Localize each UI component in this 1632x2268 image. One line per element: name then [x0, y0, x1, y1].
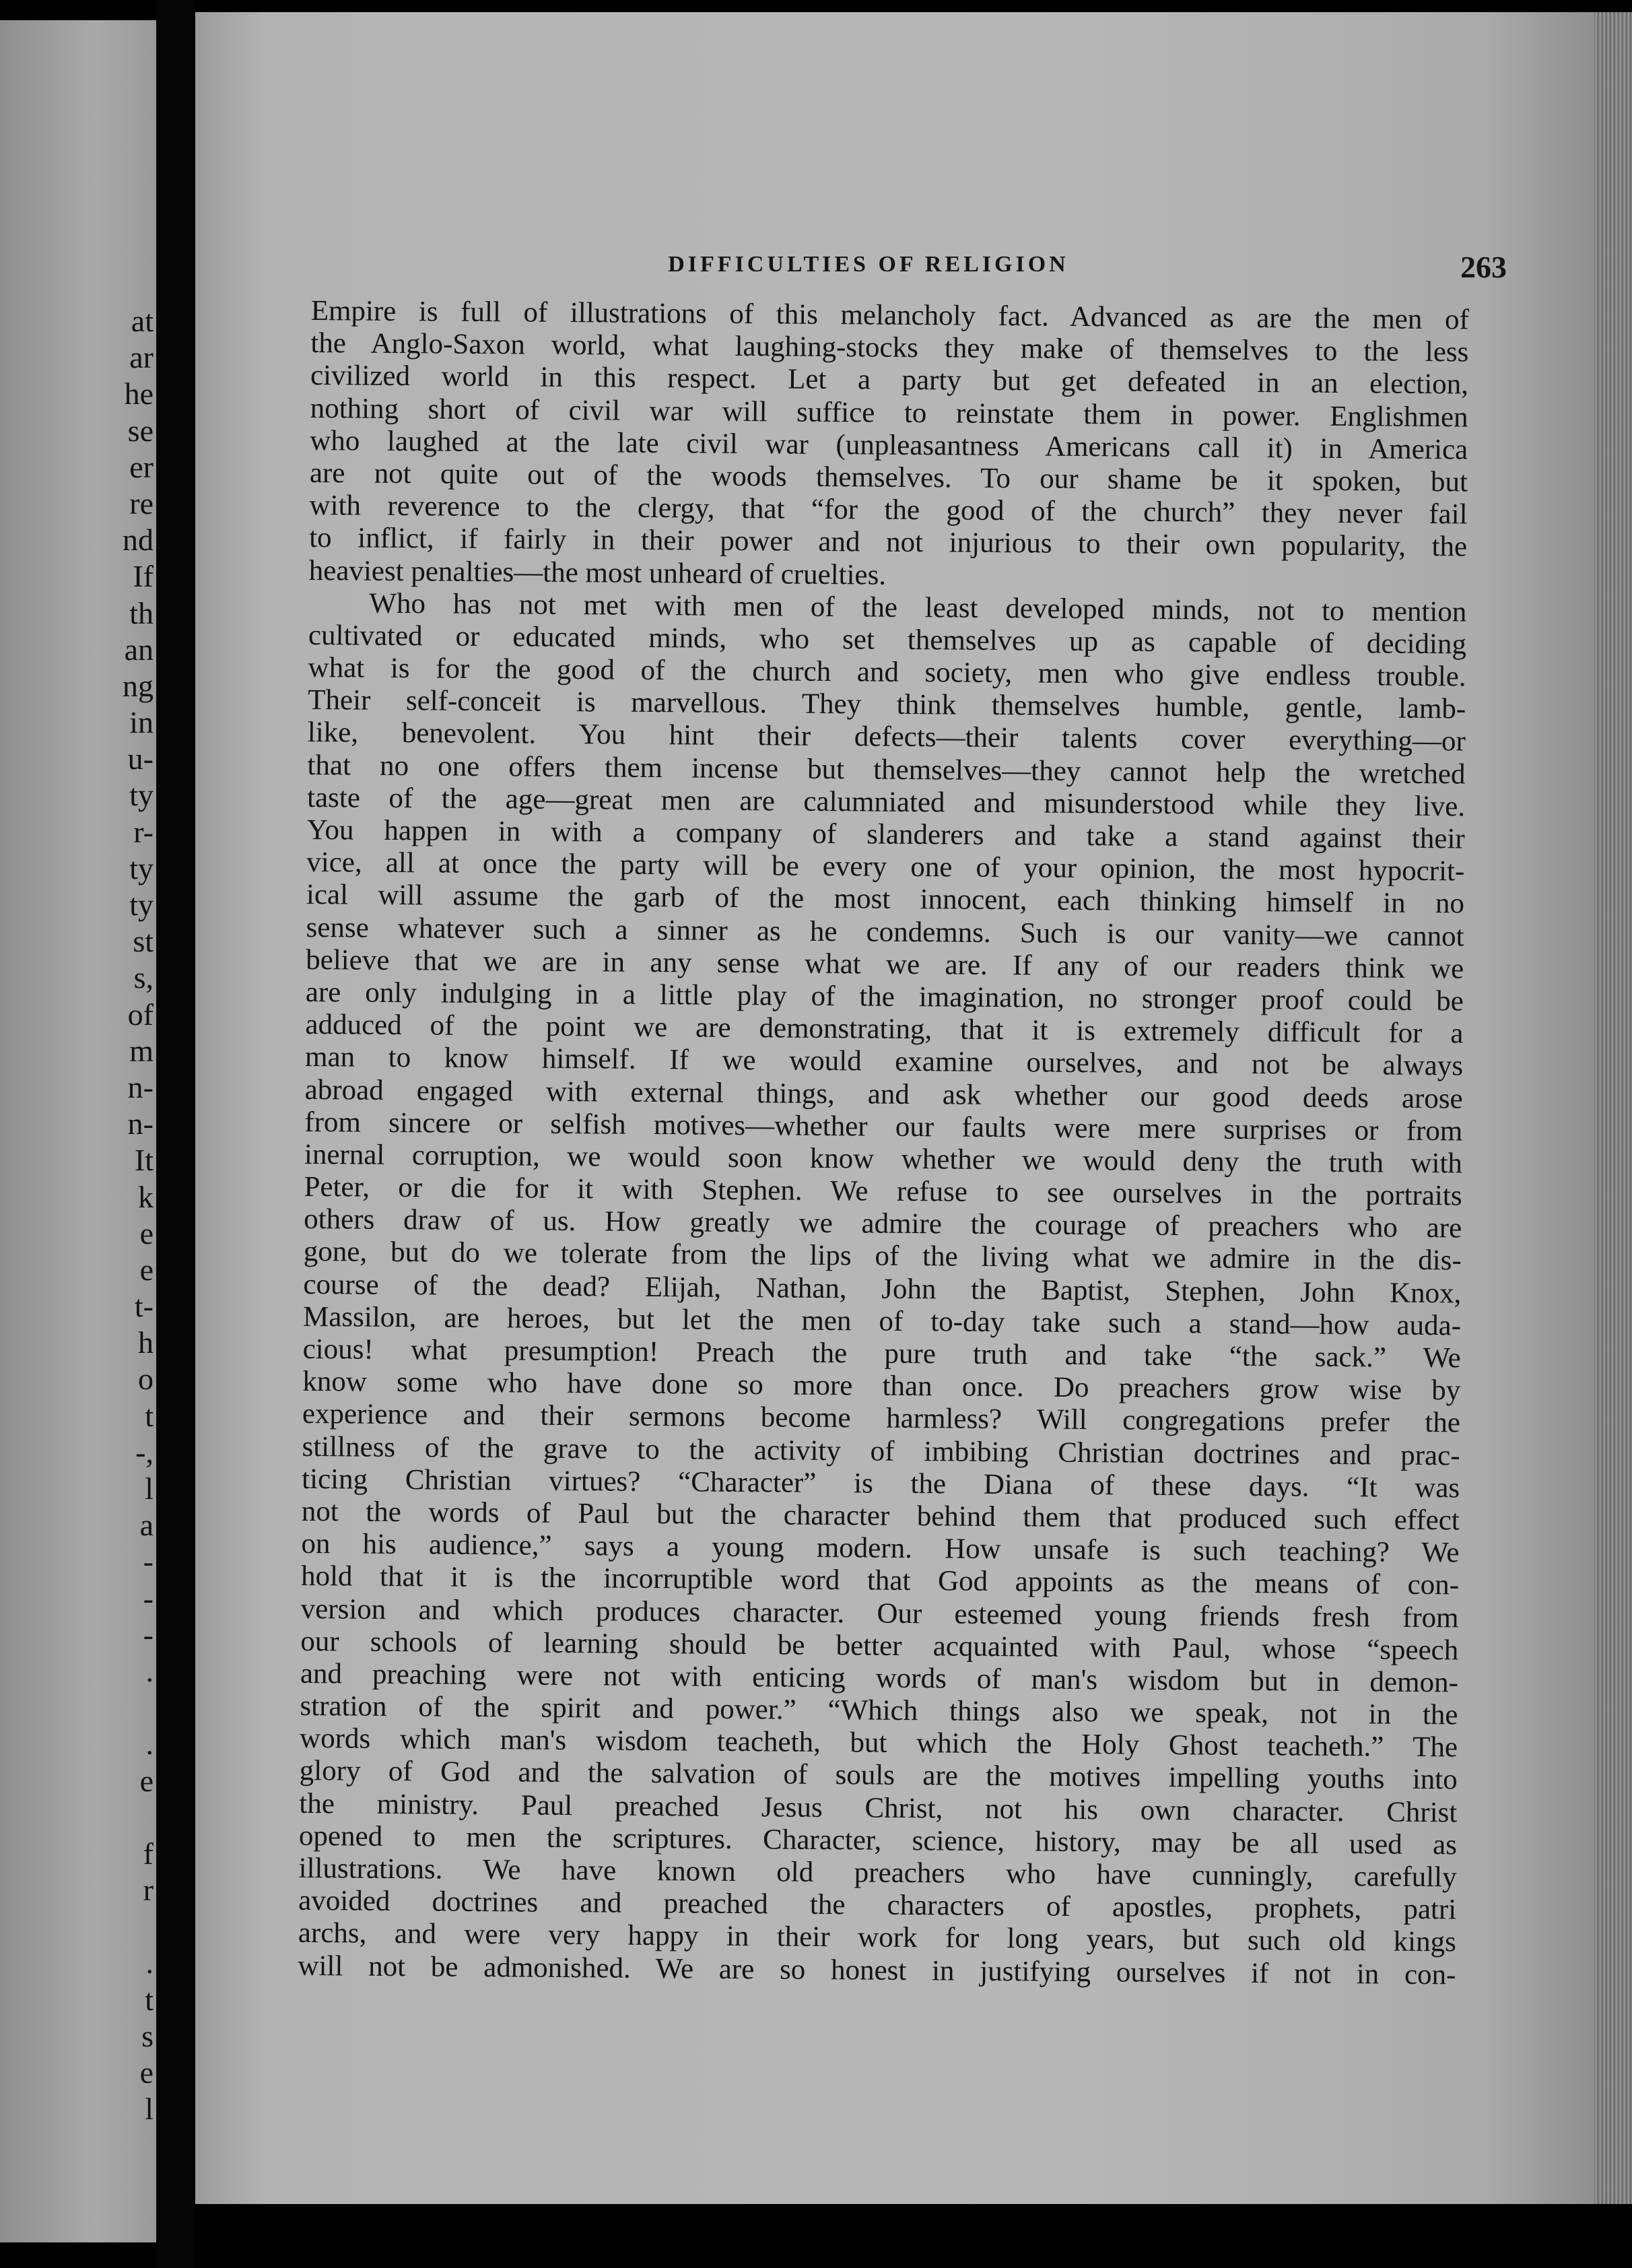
left-fragment-line: u- [127, 741, 154, 776]
left-fragment-line: st [133, 924, 154, 959]
left-fragment-line: r- [133, 814, 154, 849]
text-line: stration of the spirit and power.” “Which things also we speak, not in the [300, 1690, 1458, 1731]
text-line: with reverence to the clergy, that “for the good of the church” they never fail [309, 490, 1468, 531]
text-line: others draw of us. How greatly we admire the courage of preachers who are [304, 1203, 1462, 1244]
left-fragment-line: n- [127, 1069, 154, 1104]
left-fragment-line: th [129, 595, 154, 630]
text-line: Their self-conceit is marvellous. They think themselves humble, gentle, lamb- [308, 684, 1466, 725]
text-line: who laughed at the late civil war (unpleasantness Americans call it) in America [310, 424, 1468, 466]
left-fragment-line: ty [129, 888, 154, 922]
left-fragment-line: re [129, 486, 154, 521]
left-fragment-line: e [139, 1215, 154, 1250]
text-line: ical will assume the garb of the most innocent, each thinking himself in no [306, 879, 1465, 920]
left-fragment-line: m [129, 1033, 154, 1068]
left-fragment-line: ng [123, 668, 154, 703]
text-line: stillness of the grave to the activity of imbibing Christian doctrines and prac- [302, 1430, 1460, 1472]
text-line: sense whatever such a sinner as he condemns. Such is our vanity—we cannot [306, 911, 1464, 953]
text-line: the ministry. Paul preached Jesus Christ, not his own character. Christ [299, 1787, 1458, 1829]
text-line: are only indulging in a little play of the imagination, no stronger proof could be [305, 976, 1464, 1018]
left-fragment-line: an [124, 632, 154, 667]
left-fragment-line: he [124, 376, 154, 411]
text-line: the Anglo-Saxon world, what laughing-stocks they make of themselves to the less [310, 327, 1469, 368]
running-head: DIFFICULTIES OF RELIGION [668, 252, 1069, 277]
text-line: to inflict, if fairly in their power and not injurious to their own popularity, the [308, 522, 1468, 563]
text-line: inernal corruption, we would soon know whether we would deny the truth with [304, 1138, 1463, 1180]
left-fragment-line: r [143, 1873, 154, 1908]
left-fragment-line [5, 1908, 154, 1945]
left-fragment-line: o [138, 1362, 154, 1397]
text-line: Who has not met with men of the least developed minds, not to mention [369, 587, 1467, 628]
left-fragment-line: . [145, 1653, 154, 1688]
text-line: words which man's wisdom teacheth, but which the Holy Ghost teacheth.” The [299, 1723, 1458, 1764]
text-line: ticing Christian virtues? “Character” is the Diana of these days. “It was [302, 1463, 1460, 1504]
text-line: abroad engaged with external things, and ask whether our good deeds arose [304, 1073, 1463, 1114]
text-line: heaviest penalties—the most unheard of cruelties. [308, 554, 887, 591]
text-line: cultivated or educated minds, who set themselves up as capable of deciding [308, 619, 1467, 661]
text-line: glory of God and the salvation of souls are the motives impelling youths into [299, 1755, 1458, 1796]
text-line: vice, all at once the party will be every one of your opinion, the most hypocrit- [306, 846, 1465, 888]
left-fragment-line: - [143, 1544, 154, 1579]
left-fragment-line: e [139, 2055, 154, 2090]
left-fragment-line [5, 2164, 154, 2201]
text-line: course of the dead? Elijah, Nathan, John the Baptist, Stephen, John Knox, [303, 1268, 1462, 1310]
text-line: nothing short of civil war will suffice to reinstate them in power. Englishmen [310, 392, 1468, 434]
text-line: adduced of the point we are demonstrating, that it is extremely difficult for a [305, 1009, 1464, 1050]
left-fragment-line: -, [135, 1434, 154, 1469]
text-line: believe that we are in any sense what we are. If any of our readers think we [306, 943, 1464, 985]
left-fragment-line: nd [123, 523, 154, 558]
page-edges [1594, 12, 1632, 2204]
left-fragment-line: k [138, 1179, 154, 1214]
text-line: civilized world in this respect. Let a party but get defeated in an election, [310, 360, 1469, 401]
left-fragment-line: s [141, 2018, 154, 2053]
left-fragment-line: ty [129, 850, 154, 886]
left-page-fragment [0, 20, 156, 2242]
left-fragment-line: e [139, 1763, 154, 1798]
body-text [298, 295, 1469, 1991]
text-line: hold that it is the incorruptible word that God appoints as the means of con- [300, 1560, 1460, 1601]
text-line: Peter, or die for it with Stephen. We refuse to see ourselves in the portraits [304, 1171, 1462, 1212]
left-fragment-line: l [145, 2092, 154, 2127]
left-fragment-line: of [127, 997, 154, 1032]
text-line: opened to men the scriptures. Character, science, history, may be all used as [298, 1820, 1458, 1861]
text-line: illustrations. We have known old preachers who have cunningly, carefully [298, 1852, 1457, 1894]
text-line: cious! what presumption! Preach the pure truth and take “the sack.” We [302, 1333, 1461, 1374]
left-fragment-line: in [129, 705, 154, 740]
text-line: Empire is full of illustrations of this melancholy fact. Advanced as are the men of [310, 295, 1469, 336]
text-line: on his audience,” says a young modern. How unsafe is such teaching? We [301, 1528, 1460, 1569]
text-line: not the words of Paul but the character behind them that produced such effect [301, 1495, 1460, 1537]
left-fragment-line: l [145, 1471, 154, 1506]
text-line: taste of the age—great men are calumniated and misunderstood while they live. [306, 781, 1466, 823]
text-line: You happen in with a company of slanderers and take a stand against their [306, 813, 1465, 855]
page-number: 263 [1460, 250, 1507, 284]
left-fragment-line: s, [133, 960, 154, 995]
left-fragment-line [5, 2127, 154, 2164]
text-line: and preaching were not with enticing words of man's wisdom but in demon- [300, 1657, 1459, 1699]
left-fragment-line: . [145, 1945, 154, 1980]
left-fragment-line: ty [129, 778, 154, 813]
text-line: version and which produces character. Our esteemed young friends fresh from [300, 1593, 1459, 1634]
left-fragment-line: h [138, 1325, 154, 1360]
left-fragment-line: se [127, 413, 154, 448]
left-fragment-line: - [143, 1580, 154, 1615]
text-line: archs, and were very happy in their work for long years, but such old kings [298, 1917, 1457, 1958]
text-line: what is for the good of the church and society, men who give endless trouble. [308, 652, 1466, 693]
left-fragment-line: a [139, 1508, 154, 1543]
left-fragment-line: t- [134, 1289, 154, 1324]
left-fragment-line: e [139, 1252, 154, 1287]
text-line: like, benevolent. You hint their defects—their talents cover everything—or [307, 716, 1466, 758]
text-line: man to know himself. If we would examine ourselves, and not be always [304, 1041, 1464, 1082]
text-line: from sincere or selfish motives—whether our faults were mere surprises or from [304, 1106, 1463, 1147]
left-fragment-line: f [143, 1836, 154, 1871]
left-fragment-line: - [143, 1617, 154, 1652]
text-line: our schools of learning should be better acquainted with Paul, whose “speech [300, 1625, 1459, 1667]
left-fragment-line: at [131, 304, 154, 338]
book-gutter [156, 0, 195, 2268]
left-fragment-line [5, 1799, 154, 1836]
left-fragment-line: er [129, 449, 154, 484]
left-fragment-line: ar [129, 340, 154, 375]
text-line: that no one offers them incense but themselves—they cannot help the wretched [307, 749, 1466, 791]
left-page-text-fragments [5, 303, 154, 2201]
text-line: Massilon, are heroes, but let the men of to-day take such a stand—how auda- [302, 1300, 1462, 1342]
text-line: know some who have done so more than once. Do preachers grow wise by [302, 1366, 1461, 1407]
text-line: avoided doctrines and preached the characters of apostles, prophets, patri [298, 1885, 1457, 1926]
left-fragment-line [5, 1690, 154, 1726]
left-fragment-line: t [145, 1982, 154, 2017]
left-fragment-line: If [133, 559, 154, 594]
left-fragment-line: It [134, 1143, 154, 1178]
text-line: gone, but do we tolerate from the lips of the living what we admire in the dis- [303, 1236, 1462, 1277]
left-fragment-line: t [145, 1398, 154, 1433]
left-fragment-line: n- [127, 1106, 154, 1141]
left-fragment-line: . [145, 1727, 154, 1762]
text-line: experience and their sermons become harmless? Will congregations prefer the [302, 1398, 1461, 1439]
text-line: will not be admonished. We are so honest in justifying ourselves if not in con- [298, 1949, 1456, 1991]
text-line: are not quite out of the woods themselves. To our shame be it spoken, but [309, 457, 1468, 498]
